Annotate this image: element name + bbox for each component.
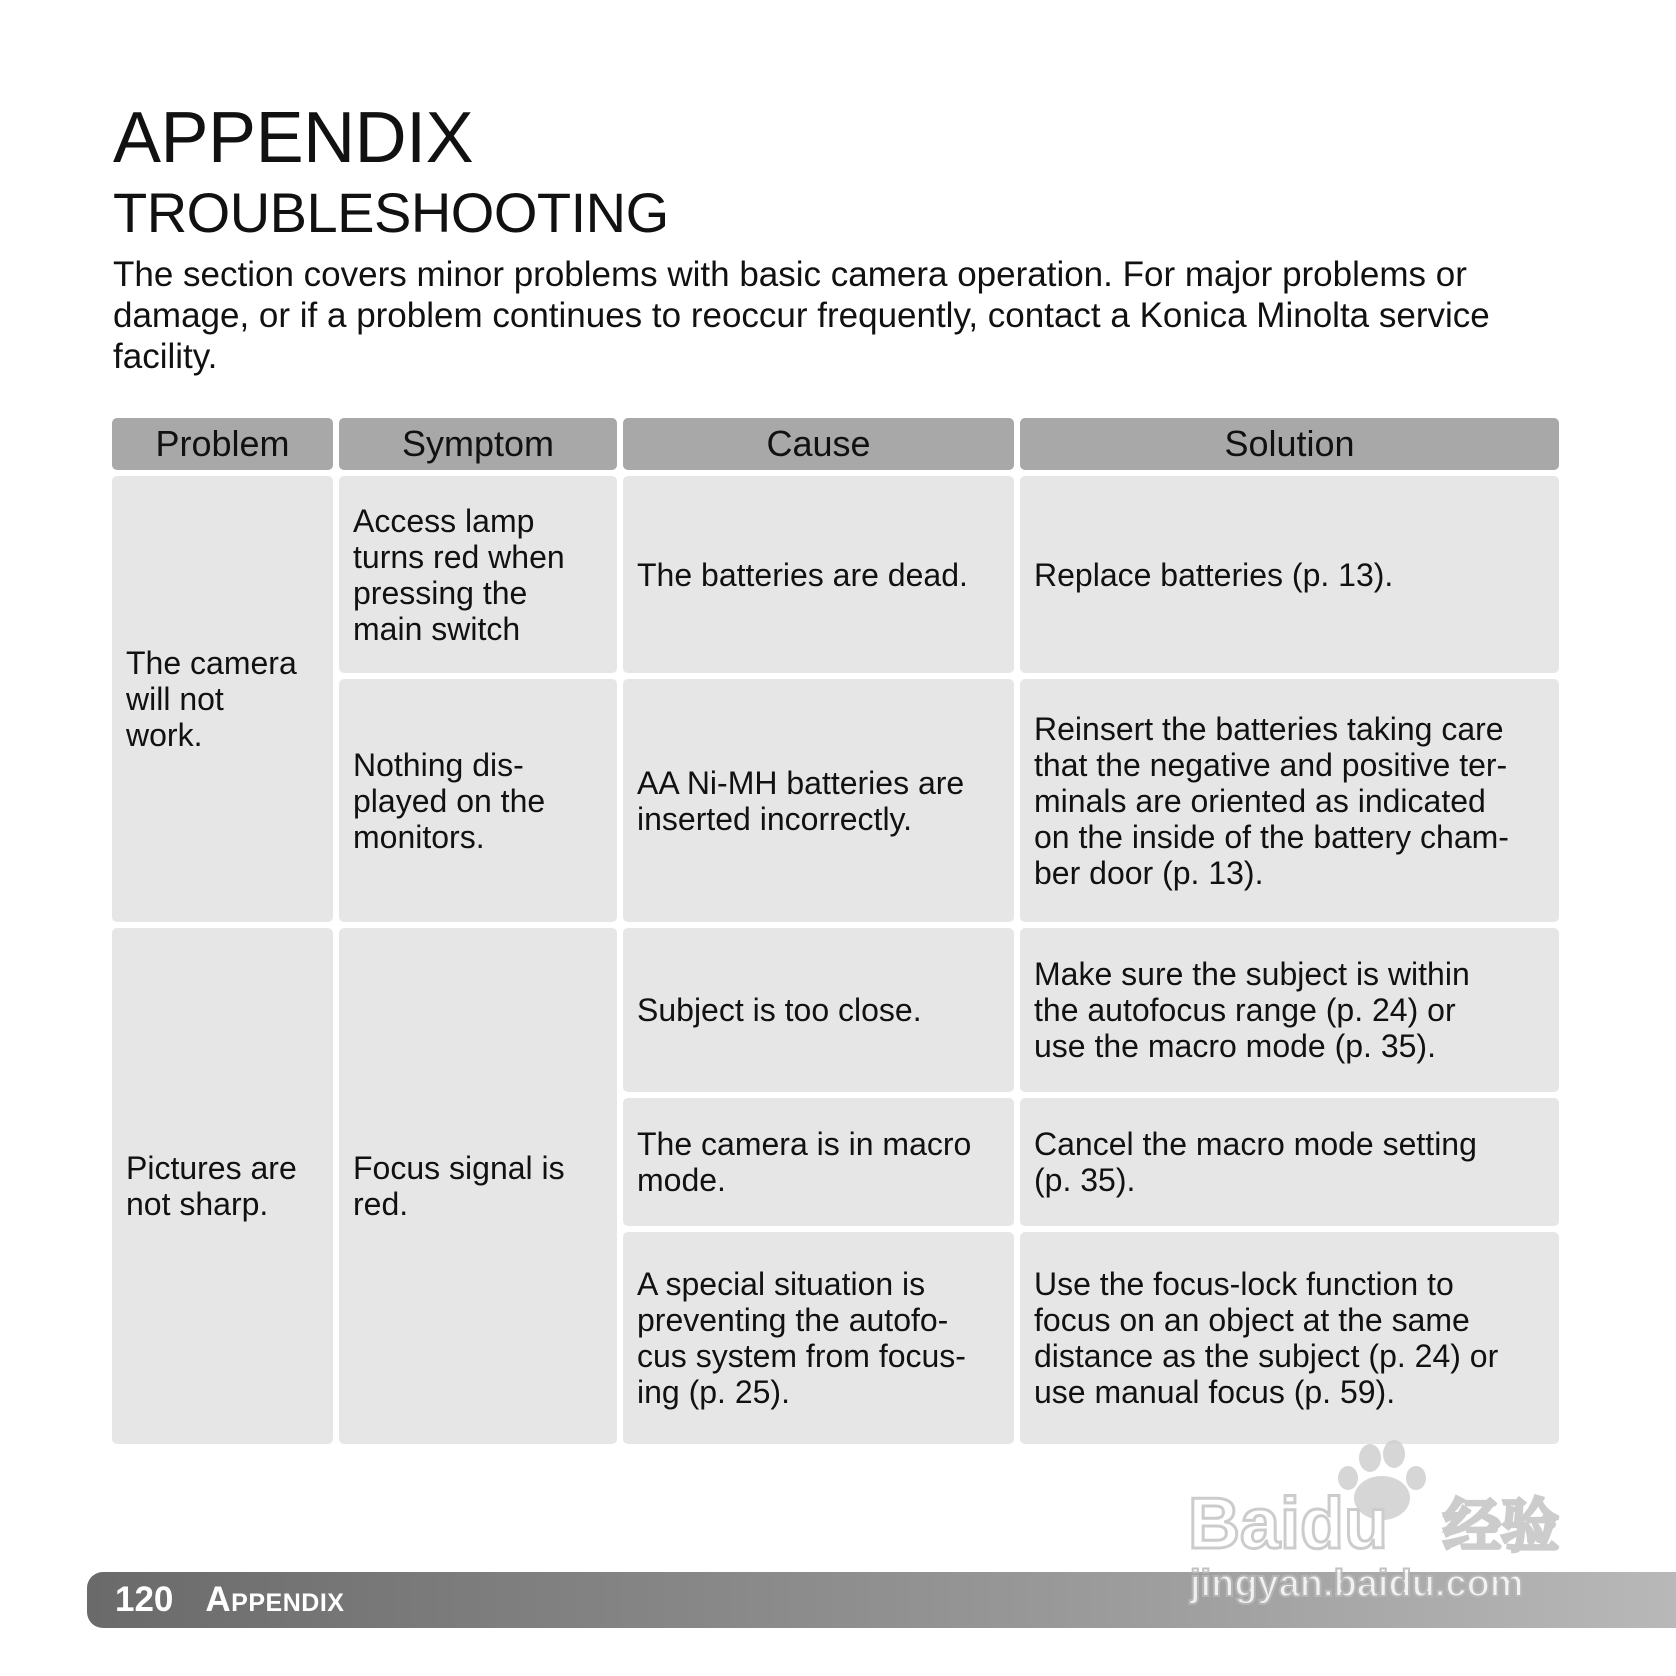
- solution-cell: Make sure the subject is within the autofocus range (p. 24) or use the macro mode (p. 35).: [1020, 928, 1559, 1092]
- section-title: TROUBLESHOOTING: [113, 181, 669, 244]
- svg-text:经验: [1443, 1492, 1559, 1560]
- problem-cell: The camera will not work.: [112, 476, 333, 922]
- column-header-solution: Solution: [1020, 418, 1559, 470]
- column-header-problem: Problem: [112, 418, 333, 470]
- cause-cell: Subject is too close.: [623, 928, 1014, 1092]
- page-title: APPENDIX: [113, 98, 474, 178]
- svg-text:jingyan.baidu.com: [1189, 1563, 1524, 1605]
- watermark-cn: 经验: [1443, 1492, 1560, 1560]
- watermark-brand: Baidu: [1188, 1484, 1389, 1564]
- watermark-url: jingyan.baidu.com: [1190, 1563, 1524, 1605]
- footer-section-label: Appendix: [205, 1580, 345, 1619]
- page-number: 120: [115, 1580, 174, 1619]
- problem-cell: Pictures are not sharp.: [112, 928, 333, 1444]
- solution-cell: Cancel the macro mode setting (p. 35).: [1020, 1098, 1559, 1226]
- solution-cell: Reinsert the batteries taking care that the negative and positive ter- minals are oriented as indicated on the inside of the battery cham- ber door (p. 13).: [1020, 679, 1559, 922]
- column-header-symptom: Symptom: [339, 418, 617, 470]
- baidu-watermark: [1188, 1436, 1608, 1606]
- solution-cell: Replace batteries (p. 13).: [1020, 476, 1559, 673]
- symptom-cell: Focus signal is red.: [339, 928, 617, 1444]
- symptom-cell: Access lamp turns red when pressing the main switch: [339, 476, 617, 673]
- column-header-cause: Cause: [623, 418, 1014, 470]
- cause-cell: A special situation is preventing the autofo- cus system from focus- ing (p. 25).: [623, 1232, 1014, 1444]
- cause-cell: The camera is in macro mode.: [623, 1098, 1014, 1226]
- solution-cell: Use the focus-lock function to focus on an object at the same distance as the subject (p. 24) or use manual focus (p. 59).: [1020, 1232, 1559, 1444]
- cause-cell: The batteries are dead.: [623, 476, 1014, 673]
- symptom-cell: Nothing dis- played on the monitors.: [339, 679, 617, 922]
- intro-paragraph: The section covers minor problems with basic camera operation. For major problems or damage, or if a problem continues to reoccur frequently, contact a Konica Minolta service facility.: [113, 255, 1490, 376]
- svg-text:Baidu: [1188, 1484, 1388, 1564]
- cause-cell: AA Ni-MH batteries are inserted incorrectly.: [623, 679, 1014, 922]
